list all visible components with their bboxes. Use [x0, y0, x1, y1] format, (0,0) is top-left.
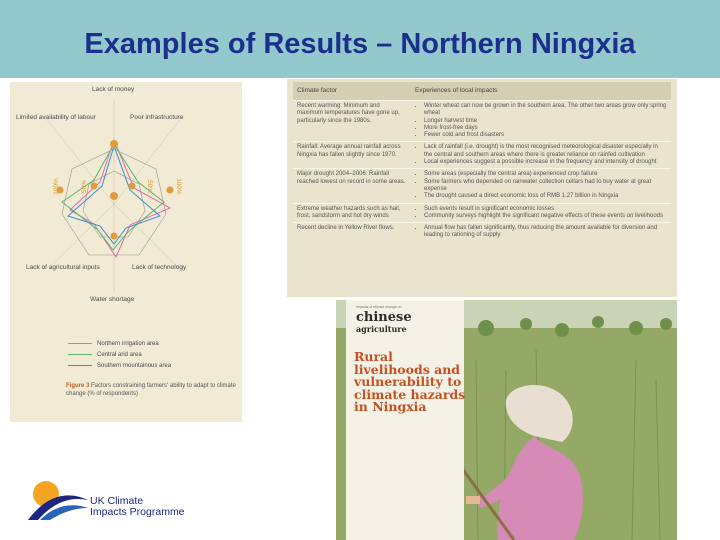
radar-ring-label: 50%: [146, 179, 154, 194]
booklet-cover: [336, 300, 677, 540]
logo-sun-icon: [26, 476, 96, 526]
publisher-line: Impacts of climate change on: [356, 305, 402, 309]
legend-item: [68, 349, 171, 360]
impact-item: • Winter wheat can now be grown in the southern area. The other two areas grow only spring wheat: [424, 103, 667, 118]
impact-table: [293, 82, 671, 242]
table-row: [293, 101, 671, 142]
column-header-impacts: Experiences of local impacts: [411, 82, 671, 101]
brand-line2: agriculture: [356, 324, 407, 334]
logo-line1: UK Climate: [90, 495, 144, 507]
impacts-cell: [411, 223, 671, 242]
legend-item: [68, 360, 171, 371]
impact-item: • Some areas (especially the central area) experienced crop failure: [424, 171, 667, 178]
impact-item: • Such events result in significant economic losses: [424, 206, 667, 213]
legend-swatch: [68, 354, 92, 355]
figure-caption-text: Factors constraining farmers' ability to adapt to climate change (% of respondents): [66, 383, 236, 397]
logo-line2: Impacts Programme: [90, 505, 185, 518]
factor-cell: Rainfall: Average annual rainfall across Ningxia has fallen slightly since 1970.: [293, 142, 411, 169]
brand-line1: chinese: [356, 310, 412, 325]
impact-table-panel: [287, 79, 677, 297]
impact-item: • Local experiences suggest a possible increase in the frequency and intensity of drought: [424, 159, 667, 166]
radar-axis-label: Lack of technology: [132, 264, 187, 271]
impact-item: • Some farmers who depended on rainwater collection cellars had to buy water at great expense: [424, 179, 667, 194]
radar-ring-label: 100%: [52, 178, 60, 195]
impacts-cell: [411, 142, 671, 169]
logo-text: [90, 496, 185, 517]
radar-axis-label: Limited availability of labour: [16, 114, 96, 121]
table-row: [293, 142, 671, 169]
impact-item: • Community surveys highlight the significant negative effects of these events on livelihoods: [424, 213, 667, 220]
slide-title: Examples of Results – Northern Ningxia: [84, 28, 636, 60]
factor-cell: Recent warming: Minimum and maximum temperatures have gone up, particularly since the 1980s.: [293, 101, 411, 142]
table-header-row: [293, 82, 671, 101]
column-header-factor: Climate factor: [293, 82, 411, 101]
impact-item: • Fewer cold and frost disasters: [424, 132, 667, 139]
legend-label: Northern irrigation area: [97, 340, 159, 347]
impact-item: • More frost-free days: [424, 125, 667, 132]
radar-figure: [10, 82, 242, 422]
radar-axis-label: Water shortage: [90, 296, 135, 303]
table-row: [293, 203, 671, 223]
table-row: [293, 169, 671, 203]
impact-item: • The drought caused a direct economic loss of RMB 1.27 billion in Ningxia: [424, 193, 667, 200]
impacts-cell: [411, 169, 671, 203]
factor-cell: Recent decline in Yellow River flows.: [293, 223, 411, 242]
radar-axis-label: Poor infrastructure: [130, 114, 184, 121]
radar-legend: [68, 338, 171, 371]
radar-ring-label: 100%: [174, 178, 182, 195]
legend-label: Southern mountainous area: [97, 362, 172, 369]
radar-axis-label: Lack of agricultural inputs: [26, 264, 100, 271]
radar-ring-label: 50%: [81, 179, 89, 194]
figure-number: Figure 3: [66, 383, 90, 389]
figure-caption: [66, 382, 236, 398]
impacts-cell: [411, 101, 671, 142]
radar-axis-label: Lack of money: [92, 86, 135, 93]
impacts-cell: [411, 203, 671, 223]
cover-left-panel: [346, 300, 464, 540]
ukcip-logo: [26, 476, 226, 526]
legend-label: Central arid area: [97, 351, 142, 358]
legend-item: [68, 338, 171, 349]
factor-cell: Extreme weather hazards such as hail, frost, sandstorm and hot dry winds: [293, 203, 411, 223]
radar-chart: [10, 82, 242, 422]
legend-swatch: [68, 365, 92, 366]
legend-swatch: [68, 343, 92, 344]
impact-item: • Annual flow has fallen significantly, thus reducing the amount available for diversion and leading to rationing of supply: [424, 225, 667, 240]
table-row: [293, 223, 671, 242]
factor-cell: Major drought 2004–2006: Rainfall reached lowest on record in some areas.: [293, 169, 411, 203]
booklet-headline: Rural livelihoods and vulnerability to climate hazards in Ningxia: [354, 349, 466, 414]
series-northern-irrigation: [70, 140, 170, 257]
impact-item: • Longer harvest time: [424, 118, 667, 125]
impact-item: • Lack of rainfall (i.e. drought) is the most recognised meteorological disaster especially in the central and southern areas where there is greater reliance on rainfed cultivation: [424, 144, 667, 159]
